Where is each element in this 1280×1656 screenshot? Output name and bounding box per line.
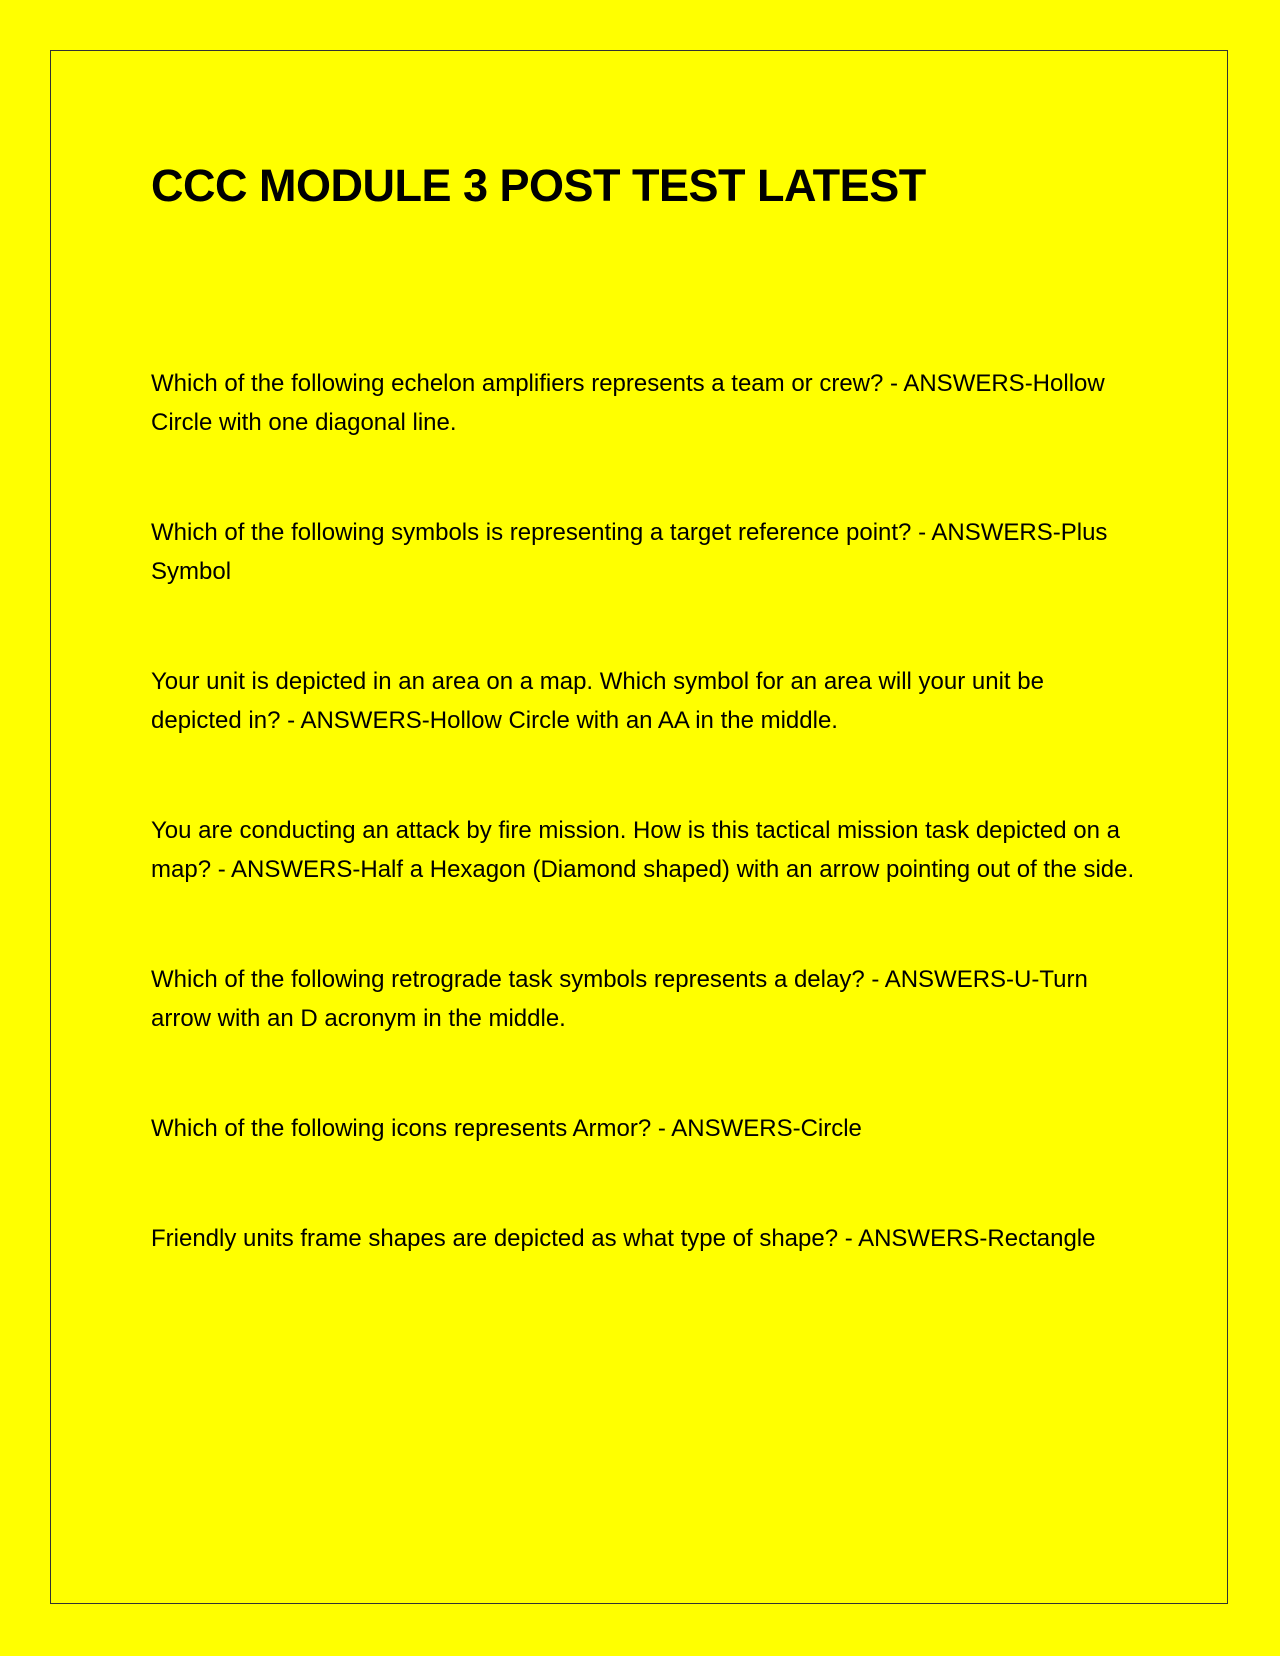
qa-item-5: Which of the following retrograde task symbols represents a delay? - ANSWERS-U-Turn arrow with an D acronym in the middle. [151, 966, 1088, 1032]
qa-item-1: Which of the following echelon amplifiers represents a team or crew? - ANSWERS-Hollow Circle with one diagonal line. [151, 370, 1105, 436]
qa-item-7: Friendly units frame shapes are depicted as what type of shape? - ANSWERS-Rectangle [151, 1225, 1096, 1252]
qa-item-4: You are conducting an attack by fire mission. How is this tactical mission task depicted on a map? - ANSWERS-Half a Hexagon (Diamond shaped) with an arrow pointing out of the side. [151, 817, 1135, 883]
qa-item-3: Your unit is depicted in an area on a map. Which symbol for an area will your unit be depicted in? - ANSWERS-Hollow Circle with an AA in the middle. [151, 668, 1044, 734]
qa-item-2: Which of the following symbols is representing a target reference point? - ANSWERS-Plus Symbol [151, 519, 1108, 585]
document-title: CCC MODULE 3 POST TEST LATEST [151, 160, 926, 211]
qa-list [151, 364, 1141, 1258]
qa-item-6: Which of the following icons represents Armor? - ANSWERS-Circle [151, 1115, 862, 1142]
